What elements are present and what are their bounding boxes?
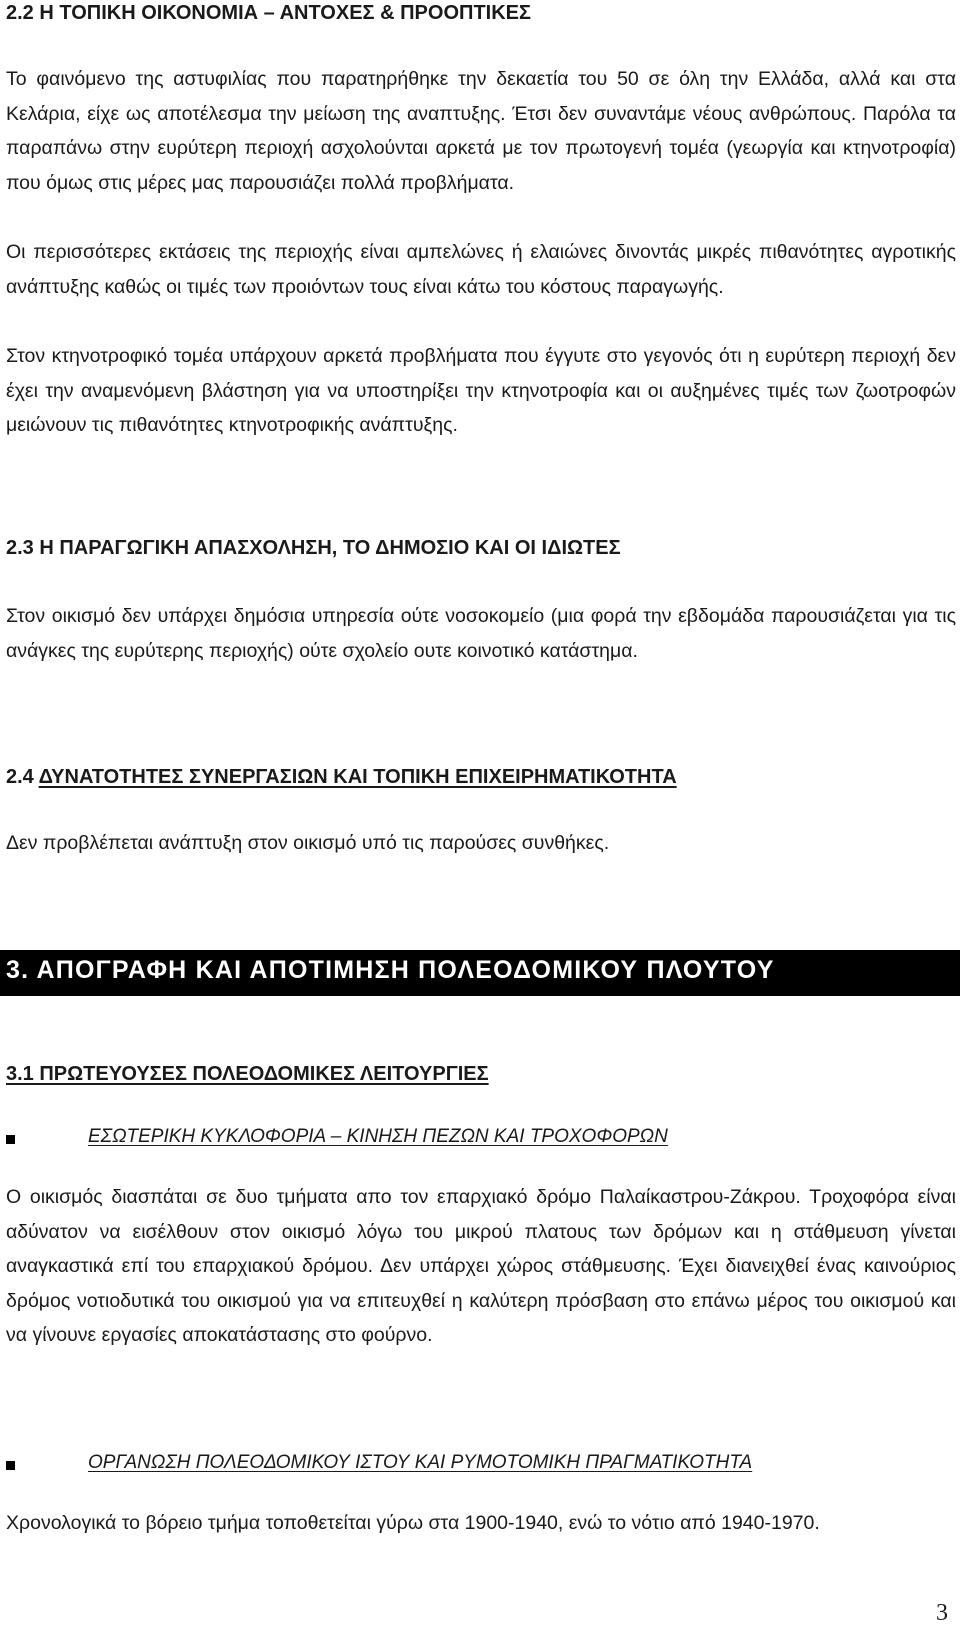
section-2-4-number: 2.4 — [6, 766, 39, 788]
section-2-2-paragraph-3: Στον κτηνοτροφικό τομέα υπάρχουν αρκετά προβλήματα που έγγυτε στο γεγονός ότι η ευρύτερη περιοχή δεν έχει την αναμενόμενη βλάστηση για να υποστηρίξει την κτηνοτροφία και οι αυξημένες τιμές των ζωοτροφών μειώνουν τις πιθανότητες κτηνοτροφικής ανάπτυξης. — [6, 345, 956, 437]
section-2-3-heading: 2.3 Η ΠΑΡΑΓΩΓΙΚΗ ΑΠΑΣΧΟΛΗΣΗ, ΤΟ ΔΗΜΟΣΙΟ ΚΑΙ ΟΙ ΙΔΙΩΤΕΣ — [6, 537, 621, 559]
section-2-3-paragraph-1: Στον οικισμό δεν υπάρχει δημόσια υπηρεσία ούτε νοσοκομείο (μια φορά την εβδομάδα παρουσιάζεται για τις ανάγκες της ευρύτερης περιοχής) ούτε σχολείο ουτε κοινοτικό κατάστημα. — [6, 605, 956, 662]
bullet-label: ΕΣΩΤΕΡΙΚΗ ΚΥΚΛΟΦΟΡΙΑ – ΚΙΝΗΣΗ ΠΕΖΩΝ ΚΑΙ ΤΡΟΧΟΦΟΡΩΝ — [88, 1126, 668, 1147]
page-number: 3 — [936, 1600, 948, 1626]
section-3-banner — [0, 950, 960, 996]
section-3-1-paragraph-2: Χρονολογικά το βόρειο τμήμα τοποθετείται γύρω στα 1900-1940, ενώ το νότιο από 1940-1970. — [6, 1512, 820, 1534]
section-2-2-heading: 2.2 Η ΤΟΠΙΚΗ ΟΙΚΟΝΟΜΙΑ – ΑΝΤΟΧΕΣ & ΠΡΟΟΠΤΙΚΕΣ — [6, 2, 531, 24]
section-3-1-heading: 3.1 ΠΡΩΤΕΥΟΥΣΕΣ ΠΟΛΕΟΔΟΜΙΚΕΣ ΛΕΙΤΟΥΡΓΙΕΣ — [6, 1063, 489, 1085]
square-bullet-icon — [6, 1461, 15, 1470]
square-bullet-icon — [6, 1135, 15, 1144]
section-2-4-heading — [6, 766, 677, 789]
section-2-4-title: ΔΥΝΑΤΟΤΗΤΕΣ ΣΥΝΕΡΓΑΣΙΩΝ ΚΑΙ ΤΟΠΙΚΗ ΕΠΙΧΕΙΡΗΜΑΤΙΚΟΤΗΤΑ — [38, 766, 677, 788]
section-3-heading: 3. ΑΠΟΓΡΑΦΗ ΚΑΙ ΑΠΟΤΙΜΗΣΗ ΠΟΛΕΟΔΟΜΙΚΟΥ ΠΛΟΥΤΟΥ — [6, 956, 775, 984]
section-2-2-paragraph-2: Οι περισσότερες εκτάσεις της περιοχής είναι αμπελώνες ή ελαιώνες δινοντάς μικρές πιθανότητες αγροτικής ανάπτυξης καθώς οι τιμές των προιόντων τους είναι κάτω του κόστους παραγωγής. — [6, 241, 956, 298]
section-2-4-paragraph-1: Δεν προβλέπεται ανάπτυξη στον οικισμό υπό τις παρούσες συνθήκες. — [6, 832, 610, 854]
section-2-2-paragraph-1: Το φαινόμενο της αστυφιλίας που παρατηρήθηκε την δεκαετία του 50 σε όλη την Ελλάδα, αλλά και στα Κελάρια, είχε ως αποτέλεσμα την μείωση της αναπτυξης. Έτσι δεν συναντάμε νέους ανθρώπους. Παρόλα τα παραπάνω στην ευρύτερη περιοχή ασχολούνται αρκετά με τον πρωτογενή τομέα (γεωργία και κτηνοτροφία) που όμως στις μέρες μας παρουσιάζει πολλά προβλήματα. — [6, 68, 956, 194]
section-3-1-paragraph-1: Ο οικισμός διασπάται σε δυο τμήματα απο τον επαρχιακό δρόμο Παλαίκαστρου-Ζάκρου. Τροχοφόρα είναι αδύνατον να εισέλθουν στον οικισμό λόγω του μικρού πλατους των δρόμων και η στάθμευση γίνεται αναγκαστικά επί του επαρχιακού δρόμου. Δεν υπάρχει χώρος στάθμευσης. Έχει διανειχθεί ένας καινούριος δρόμος νοτιοδυτικά του οικισμού για να επιτευχθεί η καλύτερη πρόσβαση στο επάνω μέρος του οικισμού και να γίνουνε εργασίες αποκατάστασης στο φούρνο. — [6, 1186, 956, 1347]
bullet-label: ΟΡΓΑΝΩΣΗ ΠΟΛΕΟΔΟΜΙΚΟΥ ΙΣΤΟΥ ΚΑΙ ΡΥΜΟΤΟΜΙΚΗ ΠΡΑΓΜΑΤΙΚΟΤΗΤΑ — [88, 1452, 753, 1473]
